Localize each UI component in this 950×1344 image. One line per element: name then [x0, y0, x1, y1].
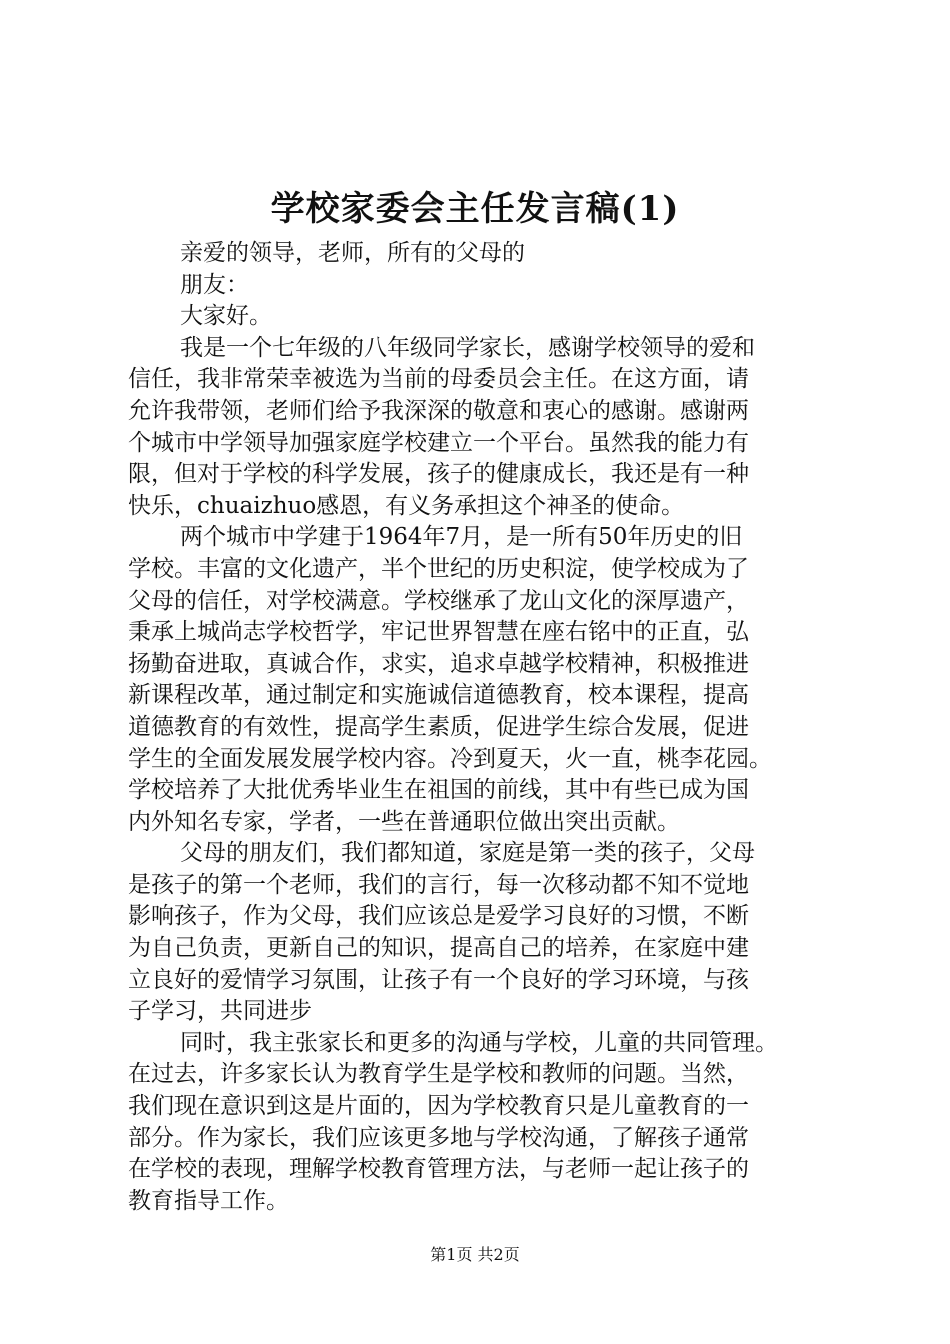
text-line: 学校。丰富的文化遗产，半个世纪的历史积淀，使学校成为了	[128, 555, 749, 582]
text-line: 学校培养了大批优秀毕业生在祖国的前线，其中有些已成为国	[128, 777, 749, 804]
text-line: 在过去，许多家长认为教育学生是学校和教师的问题。当然，	[128, 1061, 749, 1088]
text-line: 部分。作为家长，我们应该更多地与学校沟通，了解孩子通常	[128, 1124, 749, 1151]
text-line: 两个城市中学建于1964年7月，是一所有50年历史的旧	[180, 524, 743, 551]
text-line: 是孩子的第一个老师，我们的言行，每一次移动都不知不觉地	[128, 871, 749, 898]
text-line: 我是一个七年级的八年级同学家长，感谢学校领导的爱和	[180, 334, 755, 361]
text-line: 大家好。	[180, 303, 272, 330]
text-line: 父母的信任，对学校满意。学校继承了龙山文化的深厚遗产，	[128, 587, 749, 614]
text-line: 限，但对于学校的科学发展，孩子的健康成长，我还是有一种	[128, 461, 749, 488]
text-line: 个城市中学领导加强家庭学校建立一个平台。虽然我的能力有	[128, 429, 749, 456]
page-footer: 第1页 共2页	[430, 1245, 520, 1264]
text-line: 亲爱的领导，老师，所有的父母的	[180, 240, 525, 266]
text-line: 快乐，chuaizhuo感恩，有义务承担这个神圣的使命。	[128, 492, 685, 519]
text-line: 在学校的表现，理解学校教育管理方法，与老师一起让孩子的	[128, 1156, 749, 1183]
text-line: 子学习，共同进步	[128, 998, 312, 1025]
text-line: 信任，我非常荣幸被选为当前的母委员会主任。在这方面，请	[128, 366, 749, 393]
text-line: 新课程改革，通过制定和实施诚信道德教育，校本课程，提高	[128, 682, 749, 709]
text-line: 扬勤奋进取，真诚合作，求实，追求卓越学校精神，积极推进	[128, 650, 749, 677]
text-line: 父母的朋友们，我们都知道，家庭是第一类的孩子，父母	[180, 840, 755, 867]
text-line: 同时，我主张家长和更多的沟通与学校，儿童的共同管理。	[180, 1029, 778, 1056]
text-line: 影响孩子，作为父母，我们应该总是爱学习良好的习惯，不断	[128, 903, 749, 930]
text-line: 允许我带领，老师们给予我深深的敬意和衷心的感谢。感谢两	[128, 397, 749, 424]
text-line: 道德教育的有效性，提高学生素质，促进学生综合发展，促进	[128, 713, 749, 740]
document-body	[128, 238, 842, 1217]
text-line: 立良好的爱情学习氛围，让孩子有一个良好的学习环境，与孩	[128, 966, 749, 993]
text-line: 学生的全面发展发展学校内容。冷到夏天，火一直，桃李花园。	[128, 745, 772, 772]
text-line: 教育指导工作。	[128, 1187, 289, 1214]
text-line: 秉承上城尚志学校哲学，牢记世界智慧在座右铭中的正直，弘	[128, 619, 749, 646]
text-line: 为自己负责，更新自己的知识，提高自己的培养，在家庭中建	[128, 935, 749, 962]
text-line: 我们现在意识到这是片面的，因为学校教育只是儿童教育的一	[128, 1093, 749, 1120]
text-line: 朋友：	[180, 271, 249, 298]
text-line: 内外知名专家，学者，一些在普通职位做出突出贡献。	[128, 808, 680, 835]
document-title: 学校家委会主任发言稿(1)	[270, 189, 680, 229]
